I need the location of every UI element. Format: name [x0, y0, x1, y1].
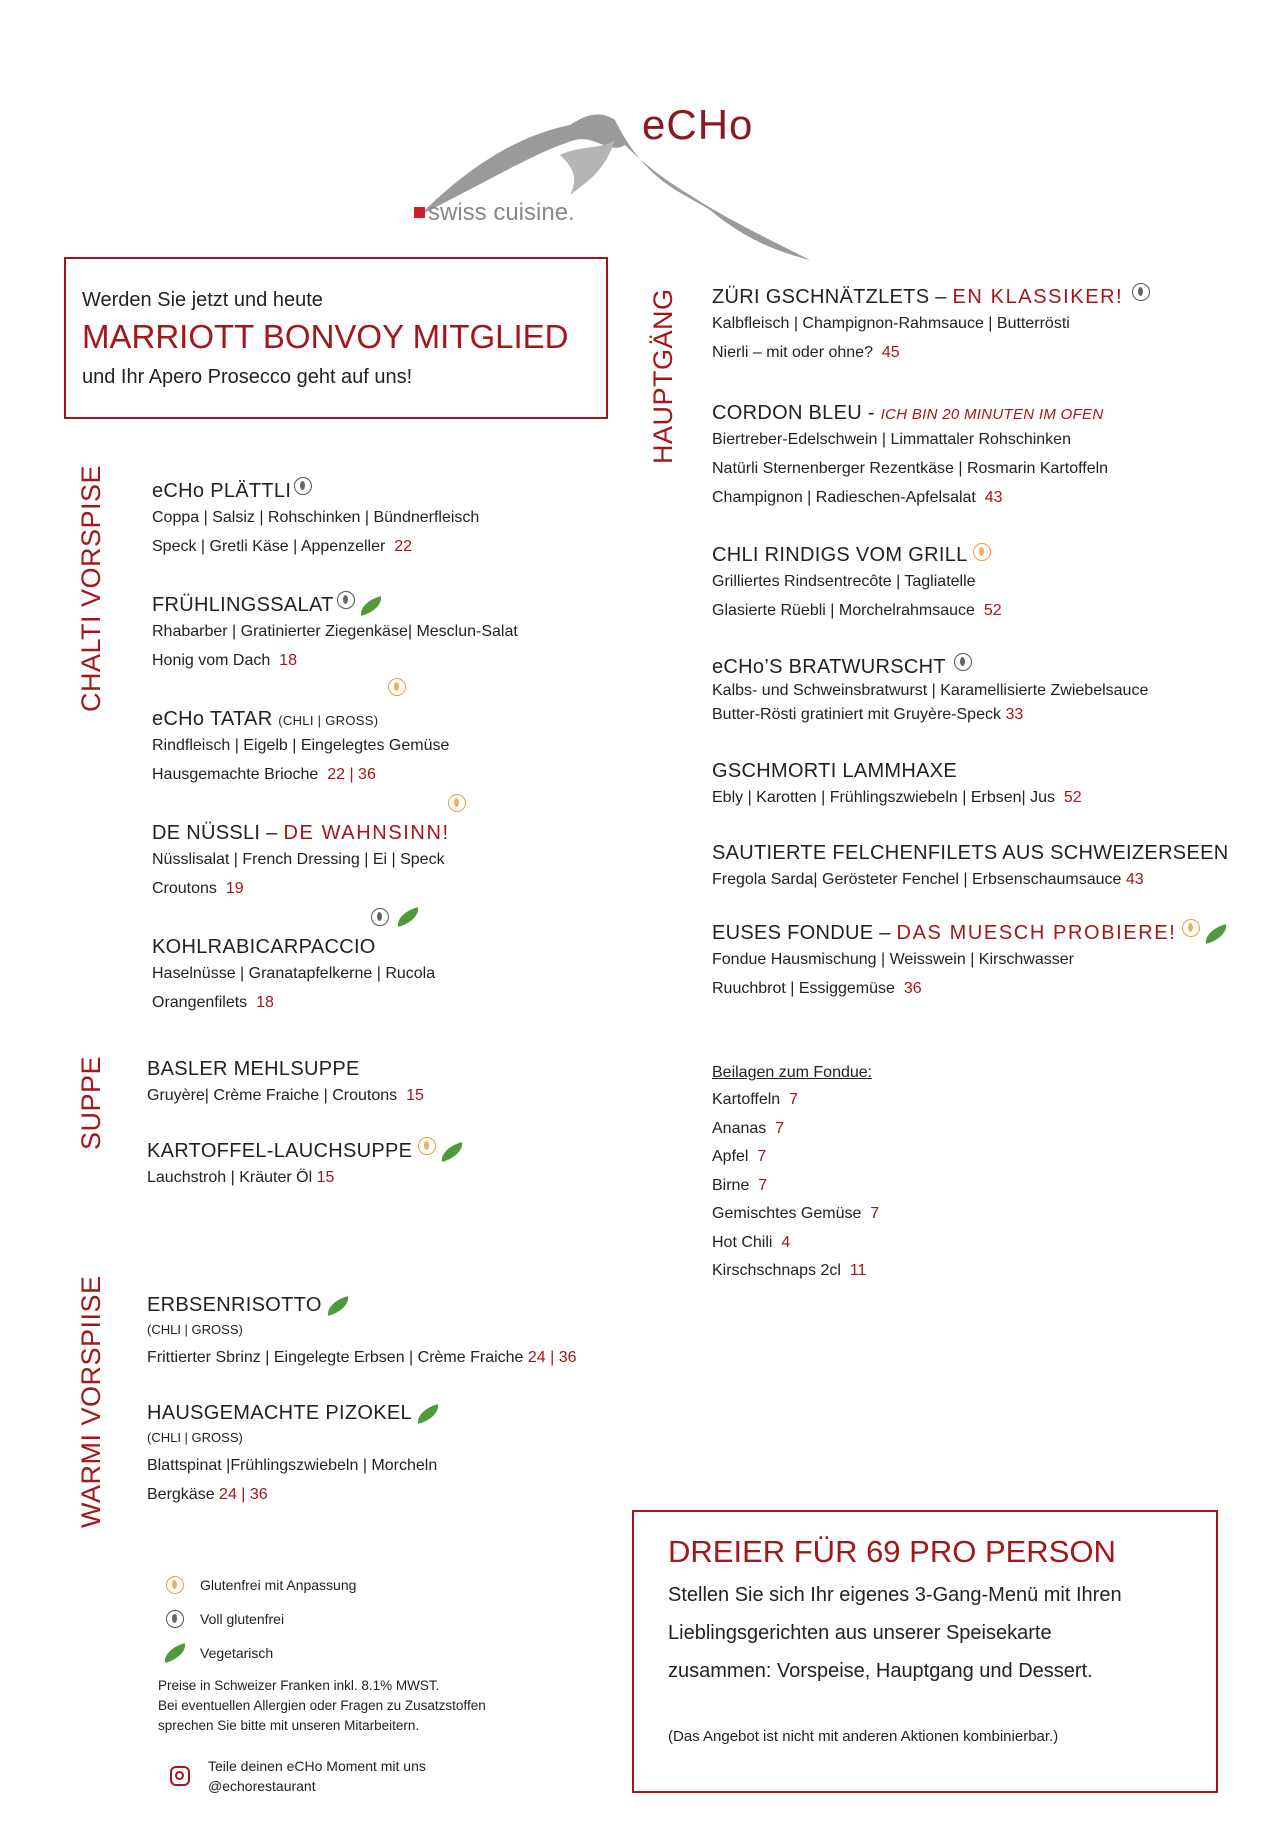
legend-row: [158, 1636, 486, 1670]
item-desc: Ebly | Karotten | Frühlingszwiebeln | Erbsen| Jus: [712, 789, 1056, 806]
legend: [158, 1568, 486, 1736]
item-name: ERBSENRISOTTO: [147, 1294, 322, 1316]
instagram-icon[interactable]: [170, 1766, 190, 1786]
gluten-free-icon: [1132, 283, 1150, 301]
item-price: 24 | 36: [527, 1349, 577, 1366]
bonvoy-line3: und Ihr Apero Prosecco geht auf uns!: [82, 366, 413, 388]
side-price: 7: [757, 1148, 767, 1165]
item-desc: Coppa | Salsiz | Rohschinken | Bündnerfleisch: [152, 509, 480, 526]
menu-item: [147, 1294, 577, 1372]
side-item: [712, 1200, 879, 1229]
item-desc: Hausgemachte Brioche: [152, 766, 319, 783]
gluten-free-icon: [337, 591, 355, 609]
logo: [410, 95, 820, 265]
item-name: EUSES FONDUE –: [712, 922, 897, 944]
menu-item: [152, 480, 479, 561]
gluten-free-adapt-icon: [166, 1576, 184, 1594]
vegetarian-leaf-icon: [1203, 924, 1230, 944]
tagline-text: swiss cuisine.: [428, 199, 575, 226]
side-name: Ananas: [712, 1119, 767, 1137]
item-name: CHLI RINDIGS VOM GRILL: [712, 544, 967, 566]
item-price: 43: [1125, 871, 1144, 888]
legend-label: Glutenfrei mit Anpassung: [200, 1577, 357, 1593]
gluten-free-icon: [371, 908, 389, 926]
section-suppe: SUPPE: [76, 1055, 106, 1150]
vegetarian-leaf-icon: [415, 1404, 442, 1424]
menu-item: [152, 594, 518, 675]
vegetarian-leaf-icon: [324, 1296, 351, 1316]
item-name: BASLER MEHLSUPPE: [147, 1058, 360, 1080]
item-desc: Blattspinat |Frühlingszwiebeln | Morcheln: [147, 1457, 438, 1474]
menu-item: [712, 760, 1082, 812]
side-item: [712, 1172, 879, 1201]
item-name: eCHo’S BRATWURSCHT: [712, 656, 946, 678]
item-desc: Champignon | Radieschen-Apfelsalat: [712, 489, 976, 506]
item-price: 22 | 36: [327, 766, 376, 783]
item-desc: Lauchstroh | Kräuter Öl: [147, 1169, 313, 1186]
item-desc: Ruuchbrot | Essiggemüse: [712, 980, 895, 997]
menu-item: [712, 544, 1002, 625]
side-price: 7: [789, 1091, 798, 1108]
item-desc: Natürli Sternenberger Rezentkäse | Rosmarin Kartoffeln: [712, 460, 1109, 477]
note-line: sprechen Sie bitte mit unseren Mitarbeitern.: [158, 1718, 420, 1733]
item-name: CORDON BLEU -: [712, 402, 881, 424]
item-desc: Biertreber-Edelschwein | Limmattaler Rohschinken: [712, 431, 1071, 448]
item-price: 24 | 36: [219, 1486, 268, 1503]
section-warmi-vorspiise: WARMI VORSPIISE: [76, 1275, 106, 1528]
gluten-free-adapt-icon: [418, 1137, 436, 1155]
dreier-text: [668, 1576, 1216, 1690]
item-desc: Croutons: [152, 880, 217, 897]
item-price: 15: [316, 1169, 335, 1186]
item-tagline: DE WAHNSINN!: [283, 822, 450, 844]
vegetarian-leaf-icon: [357, 596, 384, 616]
item-name: GSCHMORTI LAMMHAXE: [712, 760, 958, 782]
side-price: 11: [849, 1262, 867, 1279]
gluten-free-icon: [166, 1610, 184, 1628]
item-desc: Nüsslisalat | French Dressing | Ei | Speck: [152, 851, 445, 868]
gluten-free-icon: [954, 653, 972, 671]
menu-item: [152, 822, 450, 903]
sides-heading: Beilagen zum Fondue:: [712, 1064, 873, 1081]
item-price: 22: [394, 538, 413, 555]
item-desc: Orangenfilets: [152, 994, 248, 1011]
item-name: KOHLRABICARPACCIO: [152, 936, 376, 958]
item-price: 18: [279, 652, 297, 669]
item-desc: Rhabarber | Gratinierter Ziegenkäse| Mesclun-Salat: [152, 623, 518, 640]
item-price: 52: [1063, 789, 1082, 806]
legend-row: [158, 1602, 486, 1636]
item-desc: Kalbfleisch | Champignon-Rahmsauce | Butterrösti: [712, 315, 1070, 332]
instagram-line: Teile deinen eCHo Moment mit uns: [208, 1758, 426, 1774]
vegetarian-leaf-icon: [395, 907, 422, 927]
dreier-note: (Das Angebot ist nicht mit anderen Aktionen kombinierbar.): [668, 1728, 1059, 1745]
note-line: Bei eventuellen Allergien oder Fragen zu Zusatzstoffen: [158, 1698, 486, 1713]
item-desc: Butter-Rösti gratiniert mit Gruyère-Speck: [712, 706, 1001, 723]
gluten-free-adapt-icon: [448, 794, 466, 812]
gluten-free-adapt-icon: [973, 543, 991, 561]
item-tagline: ICH BIN 20 MINUTEN IM OFEN: [880, 406, 1104, 423]
menu-item: [152, 936, 435, 1017]
item-price: 36: [903, 980, 922, 997]
side-name: Kartoffeln: [712, 1091, 781, 1108]
item-desc: Nierli – mit oder ohne?: [712, 344, 873, 361]
side-price: 7: [758, 1176, 768, 1194]
item-name: DE NÜSSLI –: [152, 822, 284, 844]
logo-wordmark: eCHo: [642, 101, 754, 148]
side-price: 7: [870, 1205, 880, 1222]
item-name: eCHo TATAR: [152, 708, 273, 730]
vegetarian-leaf-icon: [162, 1643, 189, 1663]
item-desc: Frittierter Sbrinz | Eingelegte Erbsen | Crème Fraiche: [147, 1349, 524, 1366]
menu-item: [147, 1058, 424, 1110]
dreier-line: Lieblingsgerichten aus unserer Speisekarte: [668, 1622, 1052, 1644]
item-price: 18: [256, 994, 274, 1011]
item-size: (CHLI | GROSS): [147, 1322, 243, 1337]
section-hauptgaeng: HAUPTGÄNG: [648, 288, 678, 464]
item-tagline: EN KLASSIKER!: [952, 286, 1124, 308]
item-name: KARTOFFEL-LAUCHSUPPE: [147, 1140, 413, 1162]
side-item: [712, 1086, 879, 1115]
item-price: 15: [406, 1087, 424, 1104]
item-desc: Glasierte Rüebli | Morchelrahmsauce: [712, 602, 975, 619]
menu-item: [712, 922, 1228, 1003]
menu-item: [152, 708, 449, 789]
bonvoy-promo-box: [64, 257, 608, 419]
legend-label: Vegetarisch: [200, 1645, 274, 1661]
item-price: 33: [1005, 706, 1024, 723]
side-price: 7: [775, 1119, 785, 1137]
side-name: Hot Chili: [712, 1233, 773, 1251]
item-desc: Fondue Hausmischung | Weisswein | Kirschwasser: [712, 951, 1074, 968]
item-size: (CHLI | GROSS): [147, 1430, 243, 1445]
side-item: [712, 1257, 879, 1286]
item-desc: Bergkäse: [147, 1486, 215, 1503]
item-name: HAUSGEMACHTE PIZOKEL: [147, 1402, 412, 1424]
instagram-handle[interactable]: @echorestaurant: [208, 1778, 316, 1794]
gluten-free-adapt-icon: [388, 678, 406, 696]
side-price: 4: [781, 1233, 791, 1251]
fondue-sides: [712, 1064, 879, 1286]
legend-label: Voll glutenfrei: [200, 1611, 285, 1627]
item-desc: Rindfleisch | Eigelb | Eingelegtes Gemüse: [152, 737, 450, 754]
item-tagline: DAS MUESCH PROBIERE!: [896, 922, 1177, 944]
item-desc: Honig vom Dach: [152, 652, 271, 669]
item-name: FRÜHLINGSSALAT: [152, 594, 334, 616]
menu-item: [712, 286, 1150, 367]
logo-tagline: [414, 199, 575, 227]
menu-item: [147, 1140, 464, 1192]
dreier-promo-box: [632, 1510, 1218, 1793]
vegetarian-leaf-icon: [439, 1142, 466, 1162]
swiss-flag-icon: [414, 207, 425, 218]
side-name: Kirschschnaps 2cl: [712, 1262, 841, 1279]
menu-item: [147, 1402, 440, 1509]
gluten-free-icon: [294, 477, 312, 495]
item-name: ZÜRI GSCHNÄTZLETS –: [712, 286, 953, 308]
legend-note: [158, 1676, 486, 1736]
item-desc: Haselnüsse | Granatapfelkerne | Rucola: [152, 965, 436, 982]
gluten-free-adapt-icon: [1182, 919, 1200, 937]
side-name: Apfel: [712, 1148, 749, 1165]
side-item: [712, 1229, 879, 1258]
item-price: 45: [881, 344, 900, 361]
item-name: eCHo PLÄTTLI: [152, 480, 292, 502]
mountain-logo-graphic: [410, 95, 820, 265]
item-price: 52: [983, 602, 1002, 619]
legend-row: [158, 1568, 486, 1602]
menu-item: [712, 656, 1148, 727]
item-desc: Grilliertes Rindsentrecôte | Tagliatelle: [712, 573, 976, 590]
side-name: Birne: [712, 1176, 750, 1194]
note-line: Preise in Schweizer Franken inkl. 8.1% MWST.: [158, 1678, 440, 1693]
item-price: 43: [984, 489, 1003, 506]
side-item: [712, 1115, 879, 1144]
dreier-title: DREIER FÜR 69 PRO PERSON: [668, 1534, 1116, 1569]
item-desc: Speck | Gretli Käse | Appenzeller: [152, 538, 386, 555]
dreier-line: Stellen Sie sich Ihr eigenes 3-Gang-Menü mit Ihren: [668, 1584, 1122, 1606]
instagram-info: [170, 1756, 426, 1796]
bonvoy-line1: Werden Sie jetzt und heute: [82, 289, 323, 311]
menu-item: [712, 402, 1108, 512]
side-name: Gemischtes Gemüse: [712, 1205, 862, 1222]
side-item: [712, 1143, 879, 1172]
dreier-line: zusammen: Vorspeise, Hauptgang und Dessert.: [668, 1660, 1093, 1682]
menu-item: [712, 842, 1228, 894]
item-price: 19: [225, 880, 244, 897]
item-desc: Gruyère| Crème Fraiche | Croutons: [147, 1087, 398, 1104]
item-desc: Fregola Sarda| Gerösteter Fenchel | Erbsenschaumsauce: [712, 871, 1122, 888]
bonvoy-headline: MARRIOTT BONVOY MITGLIED: [82, 318, 569, 355]
item-size: (CHLI | GROSS): [278, 713, 379, 728]
section-chalti-vorspise: CHALTI VORSPISE: [76, 464, 106, 712]
item-desc: Kalbs- und Schweinsbratwurst | Karamellisierte Zwiebelsauce: [712, 682, 1149, 699]
item-name: SAUTIERTE FELCHENFILETS AUS SCHWEIZERSEEN: [712, 842, 1229, 864]
